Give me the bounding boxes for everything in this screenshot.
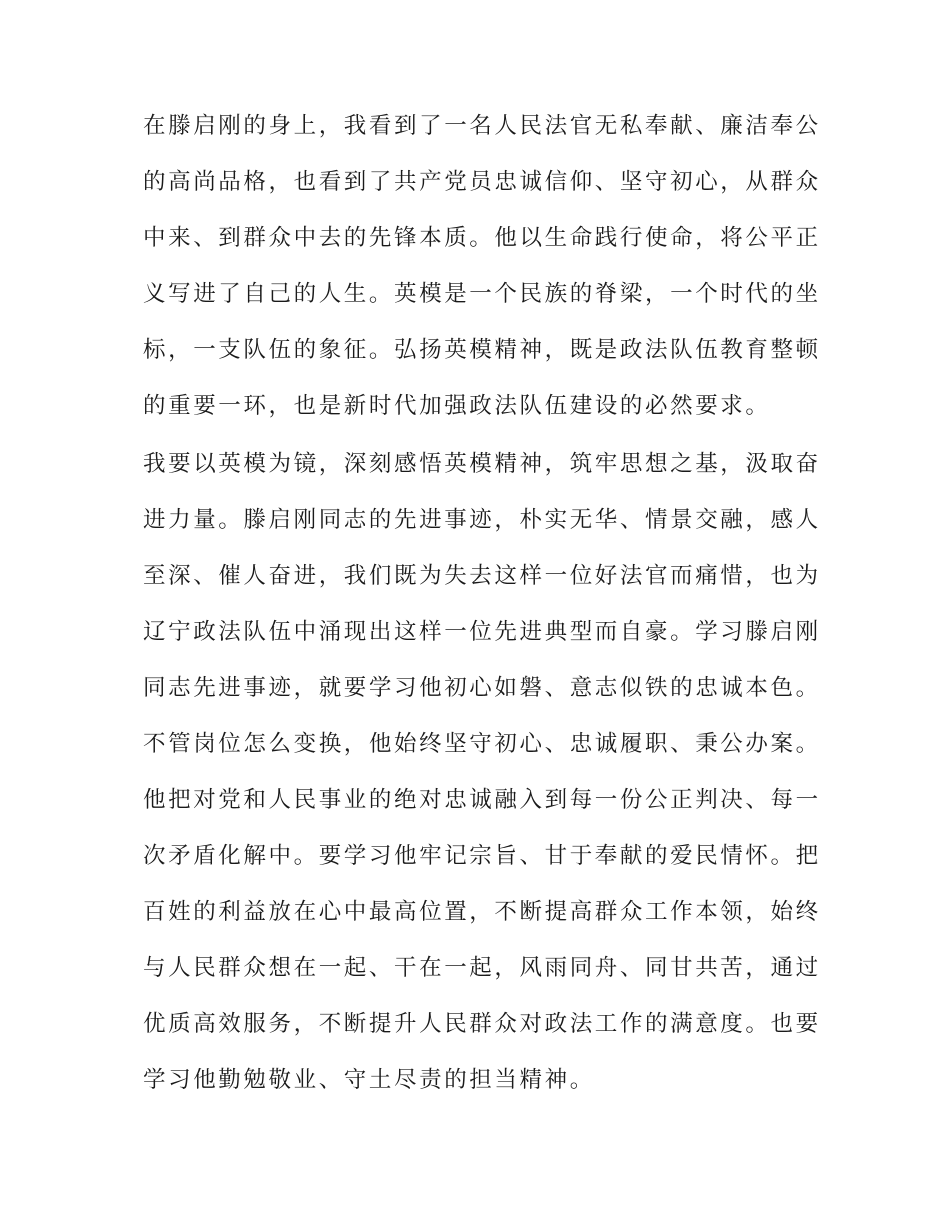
text-line: 他把对党和人民事业的绝对忠诚融入到每一份公正判决、每一 [143,787,821,813]
text-line: 的重要一环，也是新时代加强政法队伍建设的必然要求。 [143,393,771,419]
text-line: 次矛盾化解中。要学习他牢记宗旨、甘于奉献的爱民情怀。把 [143,843,821,869]
text-line: 与人民群众想在一起、干在一起，风雨同舟、同甘共苦，通过 [143,955,821,981]
text-line: 中来、到群众中去的先锋本质。他以生命践行使命，将公平正 [143,225,821,251]
text-line: 标，一支队伍的象征。弘扬英模精神，既是政法队伍教育整顿 [143,337,821,363]
text-line: 至深、催人奋进，我们既为失去这样一位好法官而痛惜，也为 [143,563,821,589]
text-line: 的高尚品格，也看到了共产党员忠诚信仰、坚守初心，从群众 [143,169,821,195]
text-line: 百姓的利益放在心中最高位置，不断提高群众工作本领，始终 [143,899,821,925]
text-line: 义写进了自己的人生。英模是一个民族的脊梁，一个时代的坐 [143,281,821,307]
text-line: 辽宁政法队伍中涌现出这样一位先进典型而自豪。学习滕启刚 [143,619,821,645]
paragraph-2 [143,436,823,1108]
text-line: 我要以英模为镜，深刻感悟英模精神，筑牢思想之基，汲取奋 [143,451,821,477]
text-line: 在滕启刚的身上，我看到了一名人民法官无私奉献、廉洁奉公 [143,113,821,139]
text-line: 同志先进事迹，就要学习他初心如磐、意志似铁的忠诚本色。 [143,675,821,701]
text-line: 不管岗位怎么变换，他始终坚守初心、忠诚履职、秉公办案。 [143,731,821,757]
text-line: 学习他勤勉敬业、守土尽责的担当精神。 [143,1067,595,1093]
text-line: 优质高效服务，不断提升人民群众对政法工作的满意度。也要 [143,1011,821,1037]
paragraph-1 [143,98,823,434]
text-line: 进力量。滕启刚同志的先进事迹，朴实无华、情景交融，感人 [143,507,821,533]
